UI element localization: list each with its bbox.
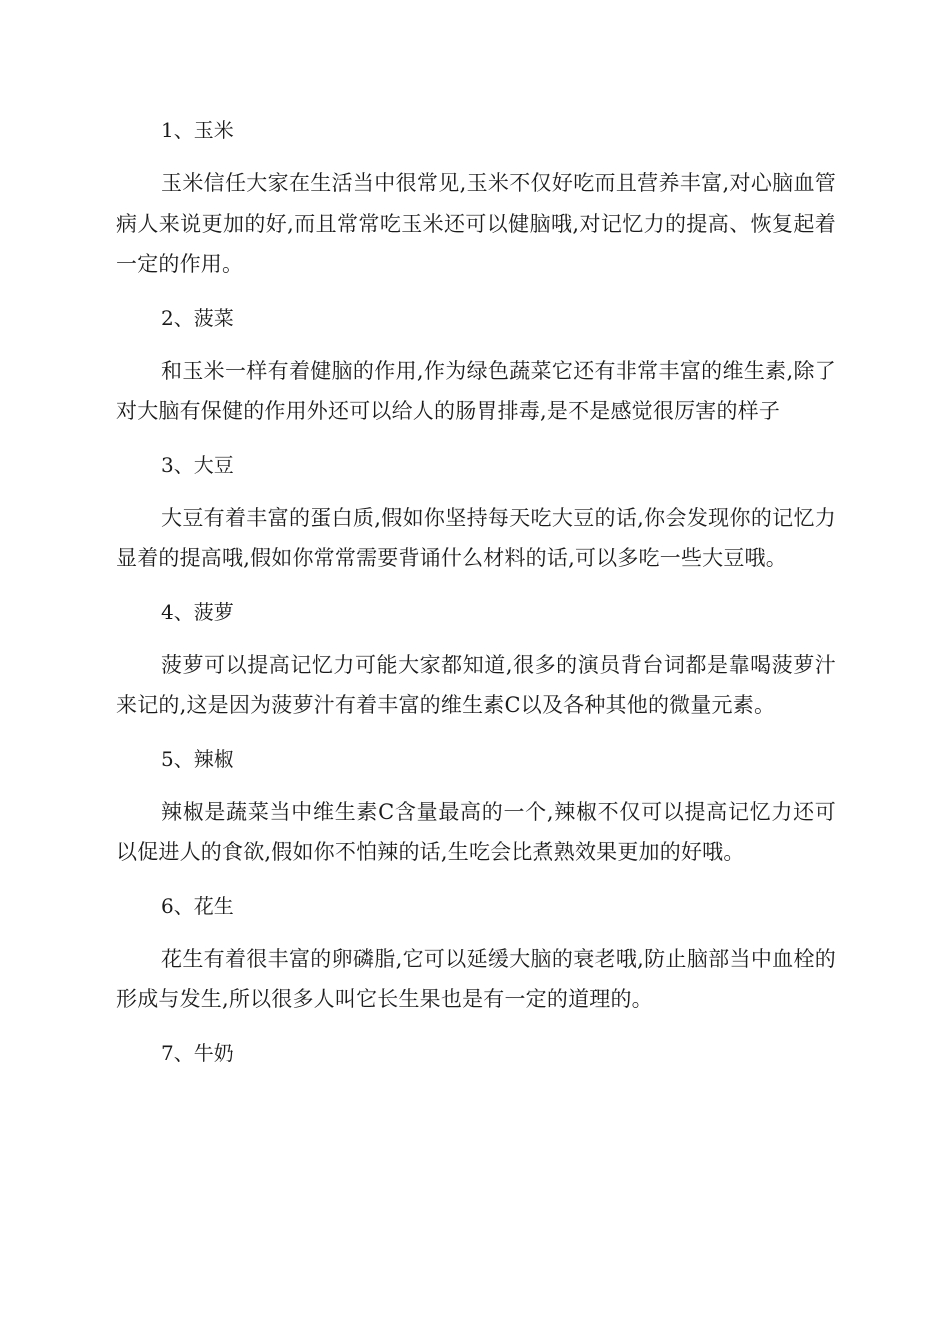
section-heading-peanut: 6、花生 [161,893,234,918]
section-heading-pineapple: 4、菠萝 [161,599,234,624]
section-text-chili: 辣椒是蔬菜当中维生素C含量最高的一个,辣椒不仅可以提高记忆力还可以促进人的食欲,假如你不怕辣的话,生吃会比煮熟效果更加的好哦。 [116,799,836,864]
section-text-spinach: 和玉米一样有着健脑的作用,作为绿色蔬菜它还有非常丰富的维生素,除了对大脑有保健的作用外还可以给人的肠胃排毒,是不是感觉很厉害的样子 [116,358,836,423]
section-text-peanut: 花生有着很丰富的卵磷脂,它可以延缓大脑的衰老哦,防止脑部当中血栓的形成与发生,所以很多人叫它长生果也是有一定的道理的。 [116,946,836,1011]
section-heading-soybean: 3、大豆 [161,452,234,477]
section-heading-chili: 5、辣椒 [161,746,234,771]
section-heading-spinach: 2、菠菜 [161,305,234,330]
section-heading-milk: 7、牛奶 [161,1040,234,1065]
document-body [116,110,836,1086]
section-heading-corn: 1、玉米 [161,118,234,142]
section-text-corn: 玉米信任大家在生活当中很常见,玉米不仅好吃而且营养丰富,对心脑血管病人来说更加的好,而且常常吃玉米还可以健脑哦,对记忆力的提高、恢复起着一定的作用。 [116,171,836,276]
section-text-pineapple: 菠萝可以提高记忆力可能大家都知道,很多的演员背台词都是靠喝菠萝汁来记的,这是因为菠萝汁有着丰富的维生素C以及各种其他的微量元素。 [116,652,836,717]
section-text-soybean: 大豆有着丰富的蛋白质,假如你坚持每天吃大豆的话,你会发现你的记忆力显着的提高哦,假如你常常需要背诵什么材料的话,可以多吃一些大豆哦。 [116,505,836,570]
